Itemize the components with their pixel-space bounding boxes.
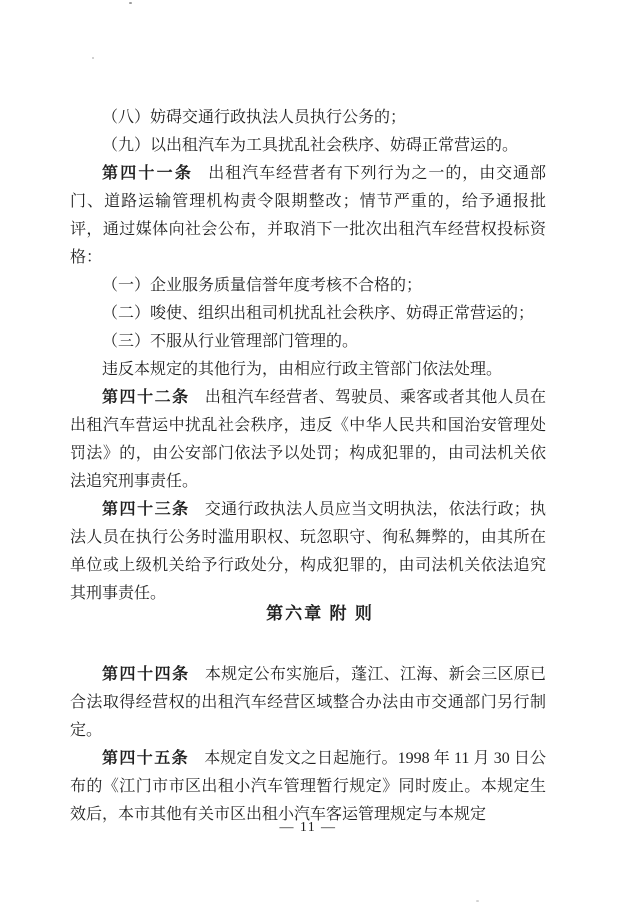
paragraph-text: 交通行政执法人员应当文明执法，依法行政；执法人员在执行公务时滥用职权、玩忽职守、徇私舞弊的，由其所在单位或上级机关给予行政处分，构成犯罪的，由司法机关依法追究其刑事责任。 — [70, 501, 546, 602]
paragraph-text: 本规定公布实施后，蓬江、江海、新会三区原已合法取得经营权的出租汽车经营区域整合办法由市交通部门另行制定。 — [70, 666, 546, 739]
article-42-paragraph — [70, 384, 546, 496]
article-42-label: 第四十二条 — [102, 389, 190, 406]
article-44-paragraph — [70, 661, 546, 745]
article-45-paragraph — [70, 745, 546, 829]
document-body-lower — [70, 661, 546, 829]
list-item-3 — [70, 328, 546, 356]
paragraph-text: （一）企业服务质量信誉年度考核不合格的； — [102, 277, 423, 294]
closing-clause-paragraph — [70, 356, 546, 384]
paragraph-text: （三）不服从行业管理部门管理的。 — [102, 333, 359, 350]
document-body-upper — [70, 104, 546, 608]
list-item-8 — [70, 104, 546, 132]
scan-speck — [129, 2, 132, 4]
paragraph-text: （八）妨碍交通行政执法人员执行公务的； — [102, 109, 407, 126]
paragraph-text: 出租汽车经营者、驾驶员、乘客或者其他人员在出租汽车营运中扰乱社会秩序，违反《中华人民共和国治安管理处罚法》的，由公安部门依法予以处罚；构成犯罪的，由司法机关依法追究刑事责任。 — [70, 389, 546, 490]
paragraph-text: 违反本规定的其他行为，由相应行政主管部门依法处理。 — [102, 361, 503, 378]
article-43-paragraph — [70, 496, 546, 608]
chapter-6-heading: 第六章 附 则 — [266, 604, 374, 623]
article-43-label: 第四十三条 — [102, 501, 190, 518]
list-item-2 — [70, 300, 546, 328]
list-item-1 — [70, 272, 546, 300]
article-41-label: 第四十一条 — [102, 165, 194, 182]
scan-speck — [476, 900, 479, 902]
paragraph-text: （二）唆使、组织出租司机扰乱社会秩序、妨碍正常营运的； — [102, 305, 535, 322]
article-45-label: 第四十五条 — [102, 750, 189, 767]
list-item-9 — [70, 132, 546, 160]
article-44-label: 第四十四条 — [102, 666, 190, 683]
scan-speck — [92, 57, 94, 59]
paragraph-text: 出租汽车经营者有下列行为之一的，由交通部门、道路运输管理机构责令限期整改；情节严重的，给予通报批评，通过媒体向社会公布，并取消下一批次出租汽车经营权投标资格： — [70, 165, 546, 266]
paragraph-text: （九）以出租汽车为工具扰乱社会秩序、妨碍正常营运的。 — [102, 137, 519, 154]
paragraph-text: 本规定自发文之日起施行。1998 年 11 月 30 日公布的《江门市市区出租小汽车管理暂行规定》同时废止。本规定生效后，本市其他有关市区出租小汽车客运管理规定与本规定 — [70, 750, 546, 823]
article-41-paragraph — [70, 160, 546, 272]
page-number: — 11 — — [279, 820, 337, 835]
